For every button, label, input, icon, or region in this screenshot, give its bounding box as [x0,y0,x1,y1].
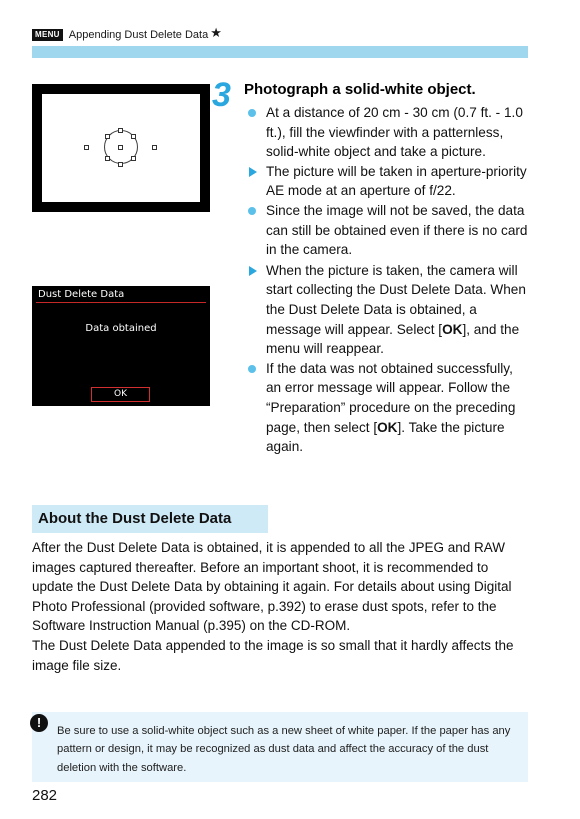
ok-label: OK [442,321,463,337]
lcd-message: Data obtained [85,323,157,334]
list-item [246,261,528,359]
item-text: When the picture is taken, the camera will start collecting the Dust Delete Data. When the Dust Delete Data is obtained, a message will appear. Select [ [266,262,526,337]
af-point-icon [105,156,110,161]
lcd-divider [36,302,206,303]
item-text: The picture will be taken in aperture-priority AE mode at an aperture of f/22. [266,163,527,199]
ok-label: OK [377,419,398,435]
triangle-arrow-icon [249,167,257,177]
list-item [246,103,528,162]
step-number: 3 [212,76,231,114]
paragraph: The Dust Delete Data appended to the image is so small that it hardly affects the image file size. [32,637,514,673]
af-point-icon [105,134,110,139]
af-point-icon [118,145,123,150]
header-bar [32,46,528,58]
paragraph: After the Dust Delete Data is obtained, it is appended to all the JPEG and RAW images captured thereafter. Before an important shoot, it is recommended to update the Dust Delete Data by obtaining it again. For details about using Digital Photo Professional (provided software, p.392) to erase dust spots, refer to the Software Instruction Manual (p.395) on the CD-ROM. [32,540,512,634]
af-point-icon [131,156,136,161]
menu-badge: MENU [32,29,63,41]
af-point-icon [152,145,157,150]
section-body [32,538,532,675]
header-title: Appending Dust Delete Data [68,29,209,41]
bullet-dot-icon [248,207,256,215]
item-text: ]. Take the picture again. [266,419,505,455]
bullet-dot-icon [248,109,256,117]
list-item [246,201,528,260]
af-point-icon [118,162,123,167]
viewfinder-screen [42,94,200,202]
item-text: At a distance of 20 cm - 30 cm (0.7 ft. - 1.0 ft.), fill the viewfinder with a patternless, solid-white object and take a picture. [266,105,523,160]
page-number: 282 [32,787,58,804]
step-list [246,103,528,457]
bullet-dot-icon [248,365,256,373]
lcd-ok-button: OK [91,387,150,402]
item-text: Since the image will not be saved, the data can still be obtained even if there is no card in the camera. [266,202,528,258]
section-heading: About the Dust Delete Data [32,505,268,533]
item-text: ], and the menu will reappear. [266,321,520,357]
lcd-title: Dust Delete Data [38,289,125,300]
caution-icon: ! [30,714,48,732]
triangle-arrow-icon [249,266,257,276]
item-text: If the data was not obtained successfully, an error message will appear. Follow the “Preparation” procedure on the preceding page, then select [ [266,360,516,435]
page-header [32,27,528,43]
lcd-screen-illustration [32,286,210,406]
step-heading: Photograph a solid-white object. [244,81,476,98]
af-point-icon [131,134,136,139]
af-point-icon [118,128,123,133]
af-point-icon [84,145,89,150]
list-item [246,359,528,457]
caution-box [32,712,528,782]
star-icon: ★ [210,25,222,40]
caution-text: Be sure to use a solid-white object such as a new sheet of white paper. If the paper has any pattern or design, it may be recognized as dust data and affect the accuracy of the dust deletion with the software. [57,725,511,774]
viewfinder-illustration [32,84,210,212]
list-item [246,162,528,201]
